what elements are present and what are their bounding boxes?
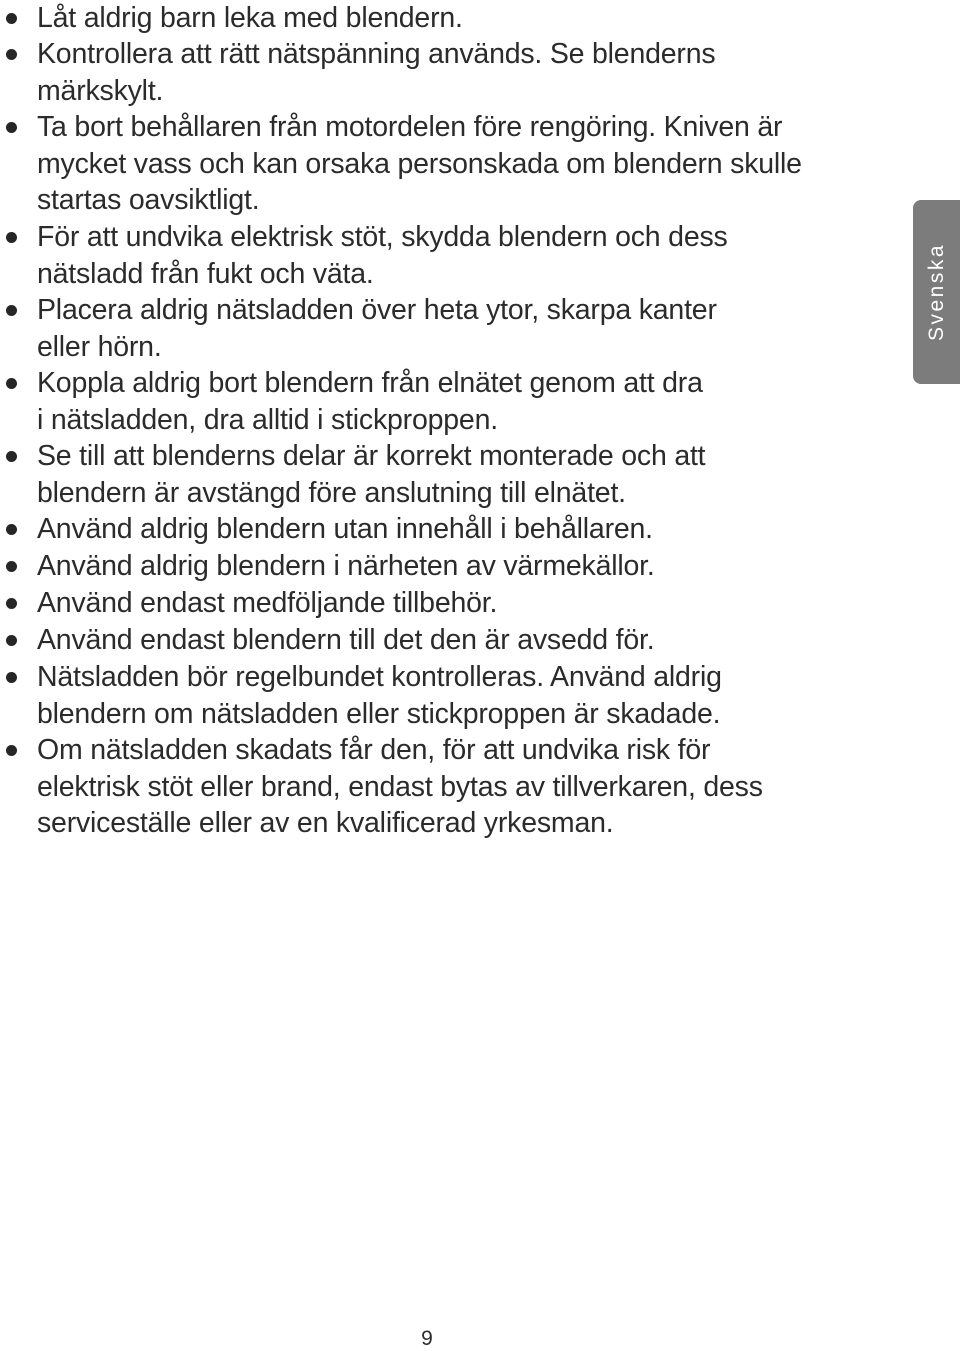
text-line: elektrisk stöt eller brand, endast bytas av tillverkaren, dess [37,770,763,803]
bullet-icon [6,745,17,756]
list-item-text [37,219,837,292]
text-line: Använd aldrig blendern i närheten av värmekällor. [37,550,655,582]
bullet-icon [6,49,17,60]
text-line: För att undvika elektrisk stöt, skydda blendern och dess [37,221,728,253]
list-item-text [37,732,837,842]
list-item-text [37,365,837,438]
text-line: Om nätsladden skadats får den, för att undvika risk för [37,734,711,766]
list-item-text [37,292,837,365]
list-item-text [37,109,837,219]
list-item-text [37,511,837,548]
text-line: nätsladd från fukt och väta. [37,257,374,290]
list-item-text [37,36,837,109]
bullet-icon [6,122,17,133]
bullet-icon [6,635,17,646]
text-line: blendern är avstängd före anslutning till elnätet. [37,476,626,509]
text-line: Använd endast blendern till det den är avsedd för. [37,624,655,656]
text-line: serviceställe eller av en kvalificerad yrkesman. [37,807,614,839]
text-line: Kontrollera att rätt nätspänning används. Se blenderns [37,38,716,70]
text-line: eller hörn. [37,330,162,363]
text-line: Använd aldrig blendern utan innehåll i behållaren. [37,513,653,545]
text-line: Nätsladden bör regelbundet kontrolleras. Använd aldrig [37,661,722,693]
list-item-text [37,0,837,37]
bullet-icon [6,672,17,683]
list-item-text [37,585,837,622]
language-tab-label: Svenska [924,242,948,342]
list-item-text [37,548,837,585]
bullet-icon [6,378,17,389]
bullet-icon [6,598,17,609]
list-item-text [37,622,837,659]
text-line: blendern om nätsladden eller stickproppen är skadade. [37,697,721,730]
text-line: Ta bort behållaren från motordelen före rengöring. Kniven är [37,111,783,143]
text-line: Se till att blenderns delar är korrekt monterade och att [37,440,706,472]
text-line: Placera aldrig nätsladden över heta ytor, skarpa kanter [37,294,717,326]
text-line: i nätsladden, dra alltid i stickproppen. [37,403,498,436]
bullet-icon [6,524,17,535]
bullet-icon [6,232,17,243]
text-line: Använd endast medföljande tillbehör. [37,587,498,619]
bullet-icon [6,451,17,462]
text-line: Koppla aldrig bort blendern från elnätet genom att dra [37,367,703,399]
list-item-text [37,659,837,732]
bullet-icon [6,13,17,24]
language-tab [913,200,960,384]
bullet-icon [6,305,17,316]
text-line: Låt aldrig barn leka med blendern. [37,2,463,34]
bullet-icon [6,561,17,572]
page-number: 9 [421,1327,433,1350]
list-item-text [37,438,837,511]
text-line: märkskylt. [37,74,164,107]
text-line: startas oavsiktligt. [37,184,260,216]
text-line: mycket vass och kan orsaka personskada om blendern skulle [37,147,802,180]
